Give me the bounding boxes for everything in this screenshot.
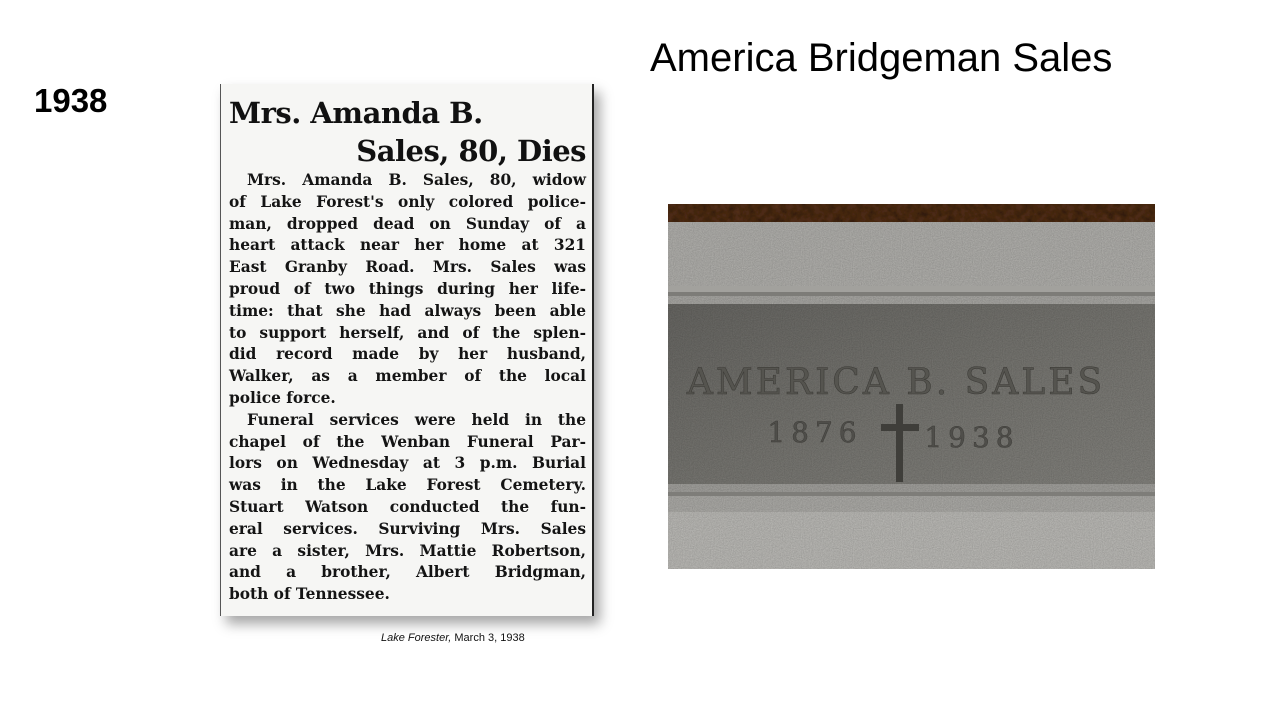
article-line: Mrs. Amanda B. Sales, 80, widow: [247, 171, 586, 189]
article-line: lors on Wednesday at 3 p.m. Burial: [229, 454, 586, 473]
headstone-death-year: 1938: [924, 421, 1020, 454]
caption-date: March 3, 1938: [454, 632, 525, 644]
article-line: Funeral services were held in the: [247, 410, 586, 429]
caption-publication: Lake Forester,: [381, 632, 452, 644]
article-line: to support herself, and of the splen-: [229, 323, 586, 342]
article-line: of Lake Forest's only colored police-: [229, 192, 586, 211]
article-line: time: that she had always been able: [229, 301, 586, 320]
newspaper-clipping: [220, 84, 594, 616]
headstone-birth-year: 1876: [767, 416, 863, 449]
article-line: are a sister, Mrs. Mattie Robertson,: [229, 541, 586, 560]
article-line: did record made by her husband,: [229, 345, 586, 364]
article-line: man, dropped dead on Sunday of a: [229, 214, 586, 233]
headstone-photo: [668, 204, 1155, 569]
article-line: chapel of the Wenban Funeral Par-: [229, 432, 586, 451]
article-line: and a brother, Albert Bridgman,: [229, 563, 586, 582]
obituary-text: [229, 170, 586, 606]
headline-line-2: Sales, 80, Dies: [356, 134, 586, 168]
article-line: eral services. Surviving Mrs. Sales: [229, 519, 586, 538]
article-line: Walker, as a member of the local: [229, 367, 586, 386]
slide-title: America Bridgeman Sales: [650, 36, 1113, 80]
article-line: police force.: [229, 388, 336, 407]
obituary-headline: [229, 94, 586, 170]
headstone-name: AMERICA B. SALES: [686, 362, 1106, 403]
article-line: was in the Lake Forest Cemetery.: [229, 476, 586, 495]
article-line: Stuart Watson conducted the fun-: [229, 497, 586, 516]
clipping-caption: [381, 632, 525, 644]
article-line: proud of two things during her life-: [229, 279, 586, 298]
headline-line-1: Mrs. Amanda B.: [229, 96, 483, 130]
slide-year: 1938: [34, 82, 108, 119]
article-line: both of Tennessee.: [229, 585, 390, 604]
article-line: heart attack near her home at 321: [229, 236, 586, 255]
headstone-image: [668, 204, 1155, 569]
article-line: East Granby Road. Mrs. Sales was: [229, 258, 586, 277]
